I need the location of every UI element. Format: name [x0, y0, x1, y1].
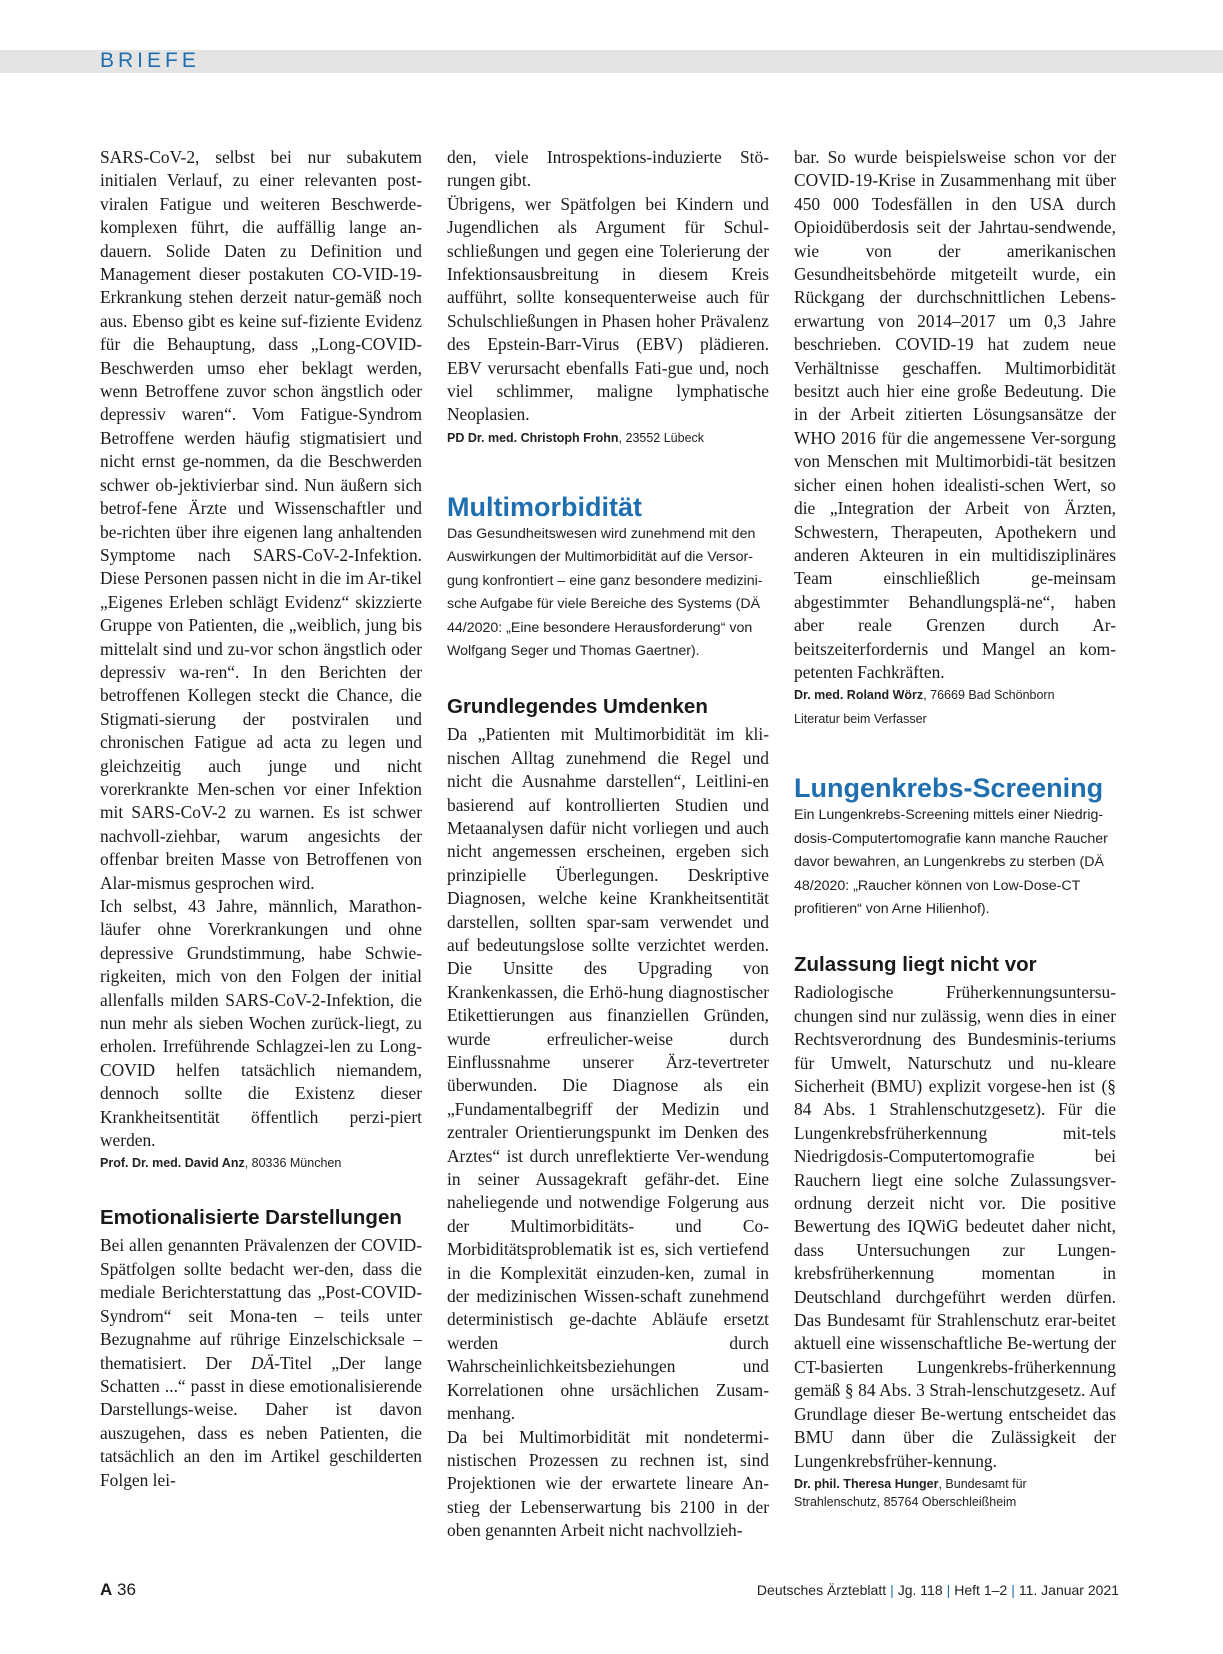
col2-paragraph-3: Da „Patienten mit Multimorbidität im kli-nischen Alltag zunehmend die Regel und nicht die Ausnahme darstellen“, Leitlini-en basierend auf kontrollierten Studien und Metaanalysen dafür nicht vorliegen und auch nicht angemessen erscheinen, ergeben sich prinzipielle Überlegungen. Deskriptive Diagnosen, welche keine Krankheitsentität darstellen, sollten spar-sam verwendet und auf bedeutungslose sollte verzichtet werden. Die Unsitte des Upgrading von Krankenkassen, die Erhö-hung diagnostischer Etikettierungen aus finanziellen Gründen, wurde erfreulicher-weise durch Einflussnahme unserer Ärz-tevertreter überwunden. Die Diagnose als ein „Fundamentalbegriff der Medizin und zentraler Orientierungspunkt im Denken des Arztes“ ist durch unreflektierte Ver-wendung in seiner Aussagekraft gefähr-det. Eine naheliegende und notwendige Folgerung aus der Multimorbiditäts- und Co-Morbiditätsproblematik ist es, sich vertiefend in die Komplexität einzuden-ken, zumal in der medizinischen Wissen-schaft zunehmend deterministisch ge-dachte Abläufe ersetzt werden durch Wahrscheinlichkeitsbeziehungen und Korrelationen ohne ursächlichen Zusam-menhang. [447, 724, 769, 1424]
letter-title-lungenkrebs: Lungenkrebs-Screening [794, 773, 1104, 804]
col1-paragraph-1: SARS-CoV-2, selbst bei nur subakutem initialen Verlauf, zu einer relevanten post-viralen Fatigue und weiteren Beschwerde-komplexen führt, die auffällig lange an-dauern. Solide Daten zu Definition und Management dieser postakuten CO-VID-19-Erkrankung stehen derzeit natur-gemäß noch aus. Ebenso gibt es keine suf-fiziente Evidenz für die Behauptung, dass „Long-COVID-Beschwerden umso eher beklagt werden, wenn Betroffene zuvor schon ängstlich oder depressiv waren“. Vom Fatigue-Syndrom Betroffene werden häufig stigmatisiert und nicht ernst ge-nommen, da die Beschwerden schwer ob-jektivierbar sind. Nun äußern sich betrof-fene Ärzte und Wissenschaftler und be-richten über ihre eigenen lang anhaltenden Symptome nach SARS-CoV-2-Infektion. Diese Personen passen nicht in die im Ar-tikel „Eigenes Erleben schlägt Evidenz“ skizzierte Gruppe von Patienten, die „weiblich, jung bis mittelalt sind und zu-vor schon ängstlich oder depressiv wa-ren“. In den Berichten der betroffenen Kollegen steckt die Chance, die Stigmati-sierung der postviralen und chronischen Fatigue ad acta zu legen und gleichzeitig auch junge und nicht vorerkrankte Men-schen vor einer Infektion mit SARS-CoV-2 zu warnen. Es ist schwer nachvoll-ziehbar, warum angesichts der offenbar breiten Masse von Betroffenen von Alar-mismus gesprochen wird. [100, 147, 422, 893]
col2-paragraph-4: Da bei Multimorbidität mit nondetermi-nistischen Prozessen zu rechnen ist, sind Projektionen wie der erwartete lineare An-stieg der Lebenserwartung bis 2100 in der oben genannten Arbeit nicht nachvollzieh- [447, 1426, 769, 1541]
col2-paragraph-1: den, viele Introspektions-induzierte Stö-rungen gibt. [447, 147, 769, 191]
signature-hunger [794, 1475, 1116, 1511]
page-number [100, 1580, 136, 1600]
signature-frohn-place: , 23552 Lübeck [618, 430, 705, 445]
signature-woerz-name: Dr. med. Roland Wörz [794, 688, 924, 703]
col1-p3-part-b: -Titel „Der lange Schatten ...“ passt in diese emotionalisierende Darstellungs-weise. Daher ist davon auszugehen, dass es neben Patienten, die tatsächlich an den im Artikel geschilderten Folgen lei- [100, 1352, 422, 1490]
subhead-umdenken: Grundlegendes Umdenken [447, 695, 708, 719]
subhead-zulassung: Zulassung liegt nicht vor [794, 953, 1037, 977]
signature-hunger-name: Dr. phil. Theresa Hunger [794, 1476, 939, 1491]
signature-frohn [447, 429, 769, 447]
signature-woerz [794, 686, 1116, 704]
column-1 [100, 146, 422, 1492]
page-prefix: A [100, 1580, 113, 1599]
col1-p3-part-a: Bei allen genannten Prävalenzen der COVID-Spätfolgen sollte bedacht wer-den, dass die mediale Berichterstattung das „Post-COVID-Syndrom“ seit Mona-ten – teils unter Bezugnahme auf rührige Einzelschicksale – thematisiert. Der [100, 1235, 422, 1373]
signature-woerz-place: , 76669 Bad Schönborn [923, 688, 1055, 703]
col1-p3-emphasis: DÄ [250, 1352, 275, 1373]
letter-intro-multimorbiditaet: Das Gesundheitswesen wird zunehmend mit den Auswirkungen der Multimorbidität auf die Versor-gung konfrontiert – eine ganz besondere medizini-sche Aufgabe für viele Bereiche des Systems (DÄ 44/2020: „Eine besondere Herausforderung“ von Wolfgang Seger und Thomas Gaertner). [447, 525, 763, 659]
journal-volume: Jg. 118 [897, 1582, 943, 1598]
signature-anz-name: Prof. Dr. med. David Anz [100, 1156, 245, 1171]
signature-frohn-name: PD Dr. med. Christoph Frohn [447, 430, 619, 445]
col3-paragraph-2: Radiologische Früherkennungsuntersu-chungen sind nur zulässig, wenn dies in einer Rechtsverordnung des Bundesminis-teriums für Umwelt, Naturschutz und nu-kleare Sicherheit (BMU) explizit vorgese-hen ist (§ 84 Abs. 1 Strahlenschutzgesetz). Für die Lungenkrebsfrüherkennung mit-tels Niedrigdosis-Computertomografie bei Rauchern liegt eine solche Zulassungsver-ordnung derzeit nicht vor. Die positive Bewertung des IQWiG bedeutet daher nicht, dass Untersuchungen zur Lungen-krebsfrüherkennung momentan in Deutschland durchgeführt werden dürfen. Das Bundesamt für Strahlenschutz erar-beitet aktuell eine wissenschaftliche Be-wertung der CT-basierten Lungenkrebs-früherkennung gemäß § 84 Abs. 3 Strah-lenschutzgesetz. Auf Grundlage dieser Be-wertung entscheidet das BMU dann über die Zulässigkeit der Lungenkrebsfrüher-kennung. [794, 982, 1116, 1471]
column-3 [794, 146, 1116, 1511]
literature-note: Literatur beim Verfasser [794, 712, 927, 727]
journal-issue: Heft 1–2 [954, 1582, 1008, 1598]
journal-date: 11. Januar 2021 [1018, 1582, 1119, 1598]
col1-paragraph-2: Ich selbst, 43 Jahre, männlich, Marathon-läufer ohne Vorerkrankungen und ohne depressive Grundstimmung, habe Schwie-rigkeiten, mich von den Folgen der initial allenfalls milden SARS-CoV-2-Infektion, die nun mehr als sieben Wochen zurück-liegt, zu erholen. Irreführende Schlagzei-len zu Long-COVID helfen tatsächlich niemandem, dennoch sollte die Existenz dieser Krankheitsentität öffentlich perzi-piert werden. [100, 896, 422, 1151]
signature-anz [100, 1154, 422, 1172]
letter-title-multimorbiditaet: Multimorbidität [447, 491, 642, 522]
journal-name: Deutsches Ärzteblatt [756, 1582, 887, 1598]
col3-paragraph-1: bar. So wurde beispielsweise schon vor der COVID-19-Krise in Zusammenhang mit über 450 000 Todesfällen in den USA durch Opioidüberdosis seit der Jahrtau-sendwende, wie von der amerikanischen Gesundheitsbehörde mitgeteilt wurde, ein Rückgang der durchschnittlichen Lebens-erwartung von 2014–2017 um 0,3 Jahre beschrieben. COVID-19 hat zudem neue Verhältnisse geschaffen. Multimorbidität besitzt auch hier eine große Bedeutung. Die in der Arbeit zitierten Lösungsansätze der WHO 2016 für die angemessene Ver-sorgung von Menschen mit Multimorbidi-tät besitzen sicher einen hohen idealisti-schen Wert, so die „Integration der Arbeit von Ärzten, Schwestern, Therapeuten, Apothekern und anderen Akteuren in ein multidisziplinäres Team einschließlich ge-meinsam abgestimmter Behandlungsplä-ne“, haben aber reale Grenzen durch Ar-beitszeiterfordernis und Mangel an kom-petenten Fachkräften. [794, 147, 1116, 682]
signature-anz-place: , 80336 München [244, 1156, 342, 1171]
page-number-value: 36 [117, 1580, 136, 1599]
col1-paragraph-3 [100, 1234, 422, 1491]
column-2 [447, 146, 769, 1543]
journal-info: Deutsches Ärzteblatt | Jg. 118 | Heft 1–2 | 11. Januar 2021 [756, 1582, 1119, 1598]
signature-hunger-place: , Bundesamt für Strahlenschutz, 85764 Oberschleißheim [794, 1476, 1027, 1509]
section-label: BRIEFE [100, 49, 200, 72]
letter-intro-lungenkrebs: Ein Lungenkrebs-Screening mittels einer Niedrig-dosis-Computertomografie kann manche Raucher davor bewahren, an Lungenkrebs zu sterben (DÄ 48/2020: „Raucher können von Low-Dose-CT profitieren“ von Arne Hilienhof). [794, 807, 1108, 917]
col2-paragraph-2: Übrigens, wer Spätfolgen bei Kindern und Jugendlichen als Argument für Schul-schließungen und gegen eine Tolerierung der Infektionsausbreitung in diesem Kreis aufführt, sollte konsequenterweise auch für Schulschließungen in Phasen hoher Prävalenz des Epstein-Barr-Virus (EBV) plädieren. EBV verursacht ebenfalls Fati-gue und, noch viel schlimmer, maligne lymphatische Neoplasien. [447, 193, 769, 425]
subhead-emotionalisierte: Emotionalisierte Darstellungen [100, 1206, 402, 1230]
